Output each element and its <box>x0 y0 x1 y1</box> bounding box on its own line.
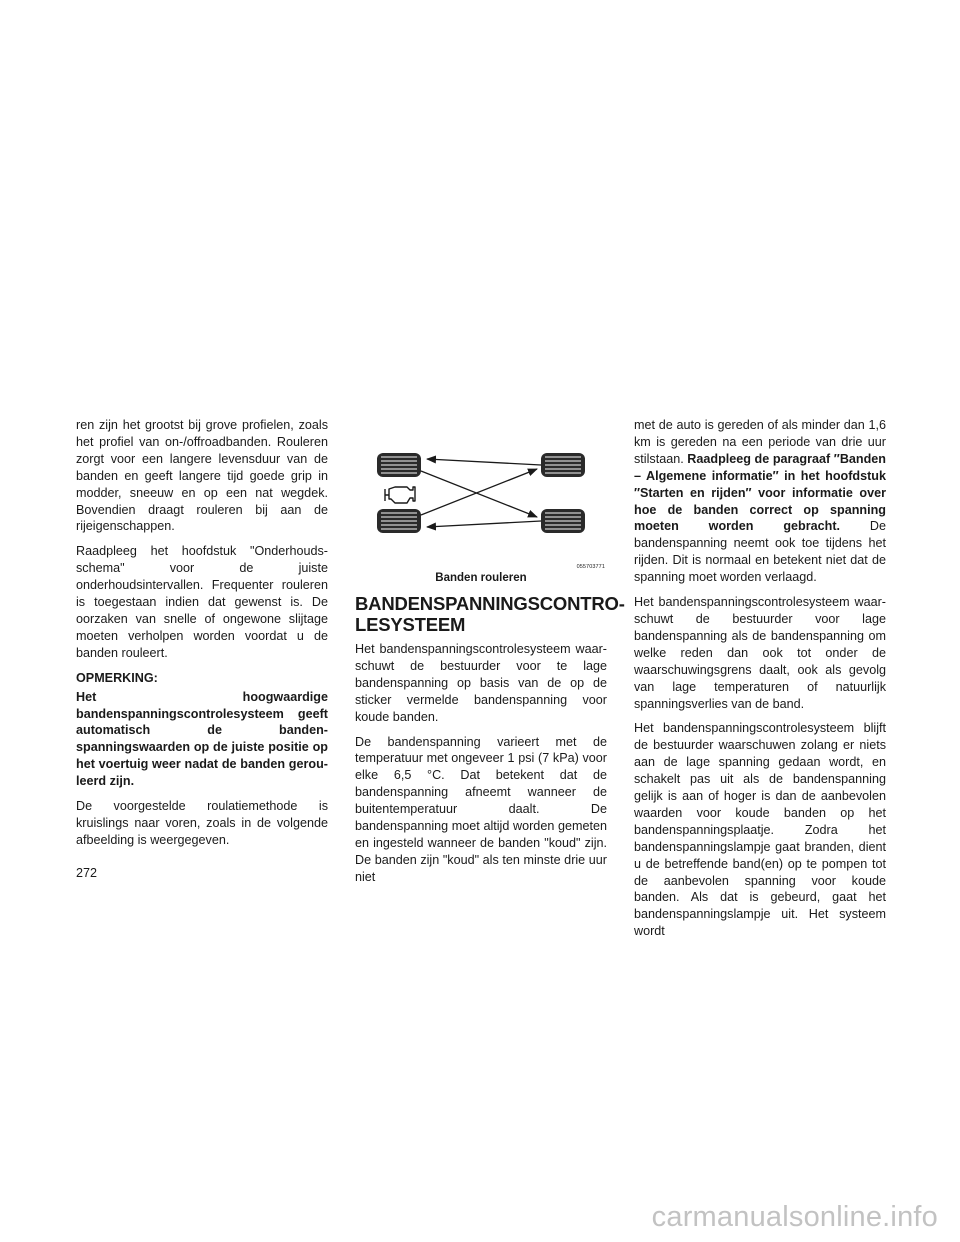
paragraph-low-pressure-warning: Het bandenspanningscontrolesysteem waarschuwt de bestuurder voor lage bandenspanning als de bandenspanning om welke reden dan ook tot onder de waarschuwingsgrens daalt, ook als gevolg van lage temperaturen of natuurlijk spanningsverlies van de band. <box>634 595 886 711</box>
figure-code: 055703771 <box>576 564 605 570</box>
column-right <box>634 417 886 948</box>
paragraph-system-warning: Het bandenspanningscontrolesysteem waarschuwt de bestuurder voor te lage bandenspanning op basis van de op de sticker vermelde bandenspanning voor koude banden. <box>355 642 607 724</box>
paragraph-temperature: De bandenspanning varieert met de temperatuur met ongeveer 1 psi (7 kPa) voor elke 6,5 °C. Dat betekent dat de bandenspanning afneemt wanneer de buitentemperatuur daalt. De bandenspanning moet altijd worden gemeten en ingesteld wanneer de banden "koud" zijn. De banden zijn "koud" als ten minste drie uur niet <box>355 734 607 884</box>
engine-icon <box>385 487 415 503</box>
arrow-rear-left-to-front-right <box>421 469 537 515</box>
note-text: Het hoogwaardige bandenspanningscontrolesysteem geeft automatisch de bandenspanningswaarden op de juiste positie op het voertuig weer nadat de banden gerouleerd zijn. <box>76 689 328 789</box>
tire-rear-left <box>377 509 421 533</box>
note-heading: OPMERKING: <box>76 670 158 685</box>
tire-front-left <box>377 453 421 477</box>
cold-tires-pressure-rise: De bandenspanning neemt ook toe tijdens het rijden. Dit is normaal en betekent niet dat de spanning moet worden verlaagd. <box>634 519 887 585</box>
figure-caption: Banden rouleren <box>435 572 527 584</box>
column-middle <box>355 417 625 894</box>
tire-rotation-diagram <box>355 417 607 567</box>
watermark: carmanualsonline.info <box>651 1201 938 1233</box>
arrow-rear-right-to-rear-left <box>427 521 541 527</box>
page-number: 272 <box>76 866 98 880</box>
tire-rotation-figure <box>355 417 607 585</box>
column-left <box>76 417 328 857</box>
arrow-front-right-to-front-left <box>427 459 541 465</box>
cold-tires-text: met de auto is gereden of als minder dan 1,6 km is gereden na een periode van drie uur stilstaan. <box>634 418 886 466</box>
paragraph-warning-light: Het bandenspanningscontrolesysteem blijft de bestuurder waarschuwen zolang er niets aan de lage spanning gedaan wordt, en schakelt pas uit als de bandenspanning gelijk is aan of hoger is dan de aanbevolen waarden voor koude banden op het bandenspanningsplaatje. Zodra het bandenspanningslampje gaat branden, dient u de betreffende band(en) op te pompen tot de aanbevolen spanning voor koude banden. Als dat is gebeurd, gaat het bandenspanningslampje uit. Het systeem wordt <box>634 721 886 939</box>
tire-front-right <box>541 453 585 477</box>
cold-tires-reference: Raadpleeg de paragraaf ″Banden – Algemene informatie″ in het hoofdstuk ″Starten en rijden″ voor informatie over hoe de banden correct op spanning moeten worden gebracht. <box>634 451 886 534</box>
paragraph-rotation-method: De voorgestelde roulatiemethode is kruislings naar voren, zoals in de volgende afbeelding is weergegeven. <box>76 799 328 847</box>
section-heading: BANDENSPANNINGSCONTROLESYSTEEM <box>355 593 625 635</box>
arrow-front-left-to-rear-right <box>421 471 537 517</box>
paragraph-rotation-benefits: ren zijn het grootst bij grove profielen, zoals het profiel van on-/offroadbanden. Rouleren zorgt voor een langere levensduur van de banden en geeft langere tijd goede grip in modder, sneeuw en op een nat wegdek. Bovendien draagt rouleren bij aan de rijeigenschappen. <box>76 418 328 534</box>
paragraph-cold-tires <box>634 417 886 586</box>
tire-rear-right <box>541 509 585 533</box>
paragraph-maintenance-schedule: Raadpleeg het hoofdstuk "Onderhoudsschema" voor de juiste onderhoudsintervallen. Frequenter rouleren is toegestaan indien dat gewenst is. De oorzaken van snelle of ongewone slijtage moeten verholpen worden voordat u de banden rouleert. <box>76 544 328 660</box>
